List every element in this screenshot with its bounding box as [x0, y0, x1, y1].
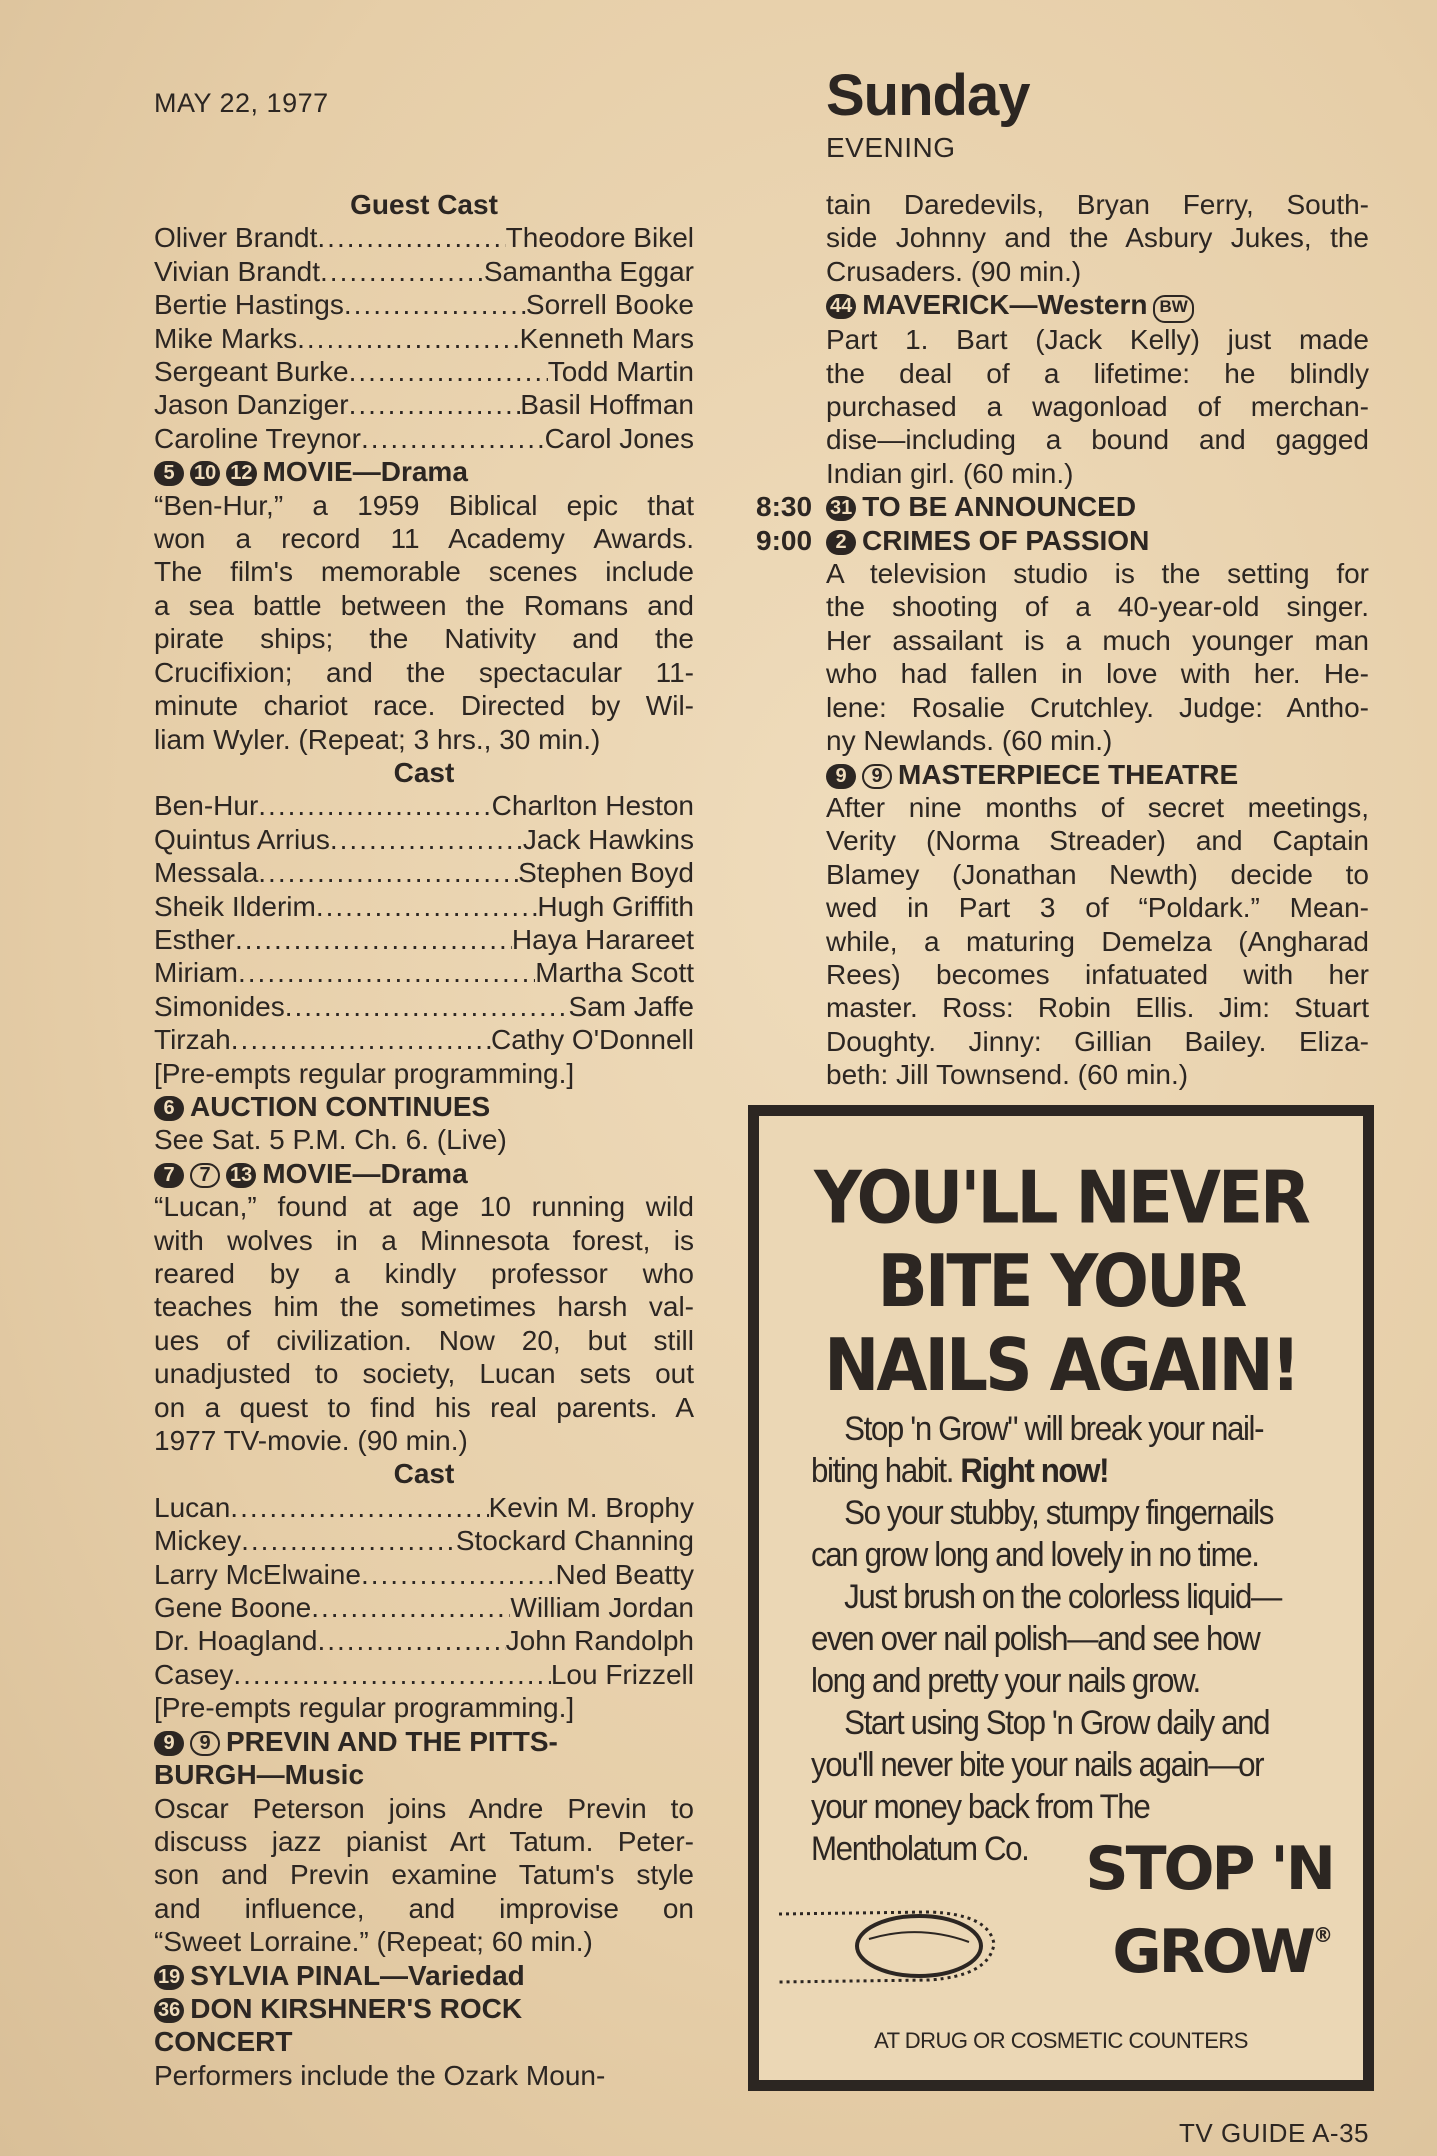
leader-dots — [230, 1491, 488, 1524]
time-slot: 9:00 — [756, 524, 813, 556]
text-line: teaches him the sometimes harsh val- — [154, 1291, 694, 1323]
text-line: unadjusted to society, Lucan sets out — [154, 1358, 694, 1390]
preempt-note: [Pre-empts regular programming.] — [154, 1692, 575, 1724]
cast-actor: Basil Hoffman — [520, 389, 694, 421]
cast-row — [154, 288, 694, 321]
leader-dots — [349, 388, 521, 421]
ad-emphasis: Right now! — [960, 1452, 1109, 1490]
listing-kirshner — [154, 1992, 694, 2025]
cast-role: Mike Marks — [154, 322, 298, 354]
listing-description — [826, 323, 1369, 490]
channel-badge: 10 — [190, 461, 220, 486]
listing-maverick — [826, 288, 1369, 323]
cast-row — [154, 923, 694, 956]
cast-actor: Jack Hawkins — [522, 823, 694, 855]
text-line: Blamey (Jonathan Newth) decide to — [826, 858, 1369, 890]
registered-mark: ® — [1313, 1923, 1333, 1947]
advertisement-stop-n-grow — [748, 1105, 1374, 2091]
ad-footer: AT DRUG OR COSMETIC COUNTERS — [874, 2028, 1248, 2053]
text-line: After nine months of secret meetings, — [826, 791, 1369, 823]
cast-role: Oliver Brandt — [154, 222, 318, 254]
text-line: Her assailant is a much younger man — [826, 624, 1369, 656]
logo-line: STOP 'N — [1085, 1834, 1333, 1904]
channel-badge: 36 — [154, 1998, 184, 2023]
day-heading: Sunday — [826, 63, 1030, 128]
bw-badge: BW — [1153, 295, 1193, 323]
channel-badge: 2 — [826, 530, 856, 555]
cast-row — [154, 1558, 694, 1591]
listing-movie-benhur — [154, 455, 694, 488]
cast-role: Sheik Ilderim — [154, 890, 316, 922]
cast-title: Cast — [393, 1458, 455, 1490]
logo-word: GROW — [1112, 1917, 1313, 1987]
cast-row — [154, 890, 694, 923]
channel-badge: 7 — [154, 1163, 184, 1188]
listing-auction — [154, 1090, 694, 1123]
listing-title: DON KIRSHNER'S ROCK — [190, 1992, 523, 2024]
cast-row — [154, 322, 694, 355]
channel-badge: 6 — [154, 1096, 184, 1121]
cast-row — [154, 956, 694, 989]
cast-row — [154, 1624, 694, 1657]
leader-dots — [238, 956, 535, 989]
listing-movie-lucan — [154, 1157, 694, 1190]
leader-dots — [317, 1624, 505, 1657]
text-line: ny Newlands. (60 min.) — [826, 725, 1113, 757]
text-line: Crucifixion; and the spectacular 11- — [154, 656, 694, 688]
daypart-label: EVENING — [826, 132, 956, 163]
ad-headline-line: YOU'LL NEVER — [814, 1155, 1308, 1241]
cast-actor: Ned Beatty — [555, 1558, 694, 1590]
cast-row — [154, 789, 694, 822]
cast-actor: Cathy O'Donnell — [491, 1024, 694, 1056]
cast-row — [154, 1524, 694, 1557]
cast-role: Miriam — [154, 957, 238, 989]
listing-title: MOVIE—Drama — [262, 456, 468, 488]
text-line: The film's memorable scenes include — [154, 556, 694, 588]
text-line: and influence, and improvise on — [154, 1892, 694, 1924]
cast-actor: Haya Harareet — [511, 923, 694, 955]
cast-list — [154, 789, 694, 1056]
cast-role: Mickey — [154, 1525, 242, 1557]
cast-row — [154, 1023, 694, 1056]
cast-role: Jason Danziger — [154, 389, 349, 421]
leader-dots — [361, 422, 545, 455]
cast-row — [154, 1491, 694, 1524]
text-line: 1977 TV-movie. (90 min.) — [154, 1425, 468, 1457]
listing-title: CRIMES OF PASSION — [862, 524, 1150, 556]
text-line: liam Wyler. (Repeat; 3 hrs., 30 min.) — [154, 723, 601, 755]
listing-title: SYLVIA PINAL—Variedad — [190, 1959, 525, 1991]
listing-title: MAVERICK—Western — [862, 289, 1148, 321]
text-line: with wolves in a Minnesota forest, is — [154, 1224, 694, 1256]
text-line: Part 1. Bart (Jack Kelly) just made — [826, 324, 1369, 356]
cast-role: Caroline Treynor — [154, 422, 361, 454]
text-line: beth: Jill Townsend. (60 min.) — [826, 1059, 1189, 1091]
channel-badge: 7 — [190, 1163, 220, 1188]
guest-cast-title: Guest Cast — [350, 189, 498, 220]
guest-cast-list — [154, 221, 694, 455]
text-line: discuss jazz pianist Art Tatum. Peter- — [154, 1825, 694, 1857]
cast-row — [154, 255, 694, 288]
cast-row — [154, 1591, 694, 1624]
text-line: “Sweet Lorraine.” (Repeat; 60 min.) — [154, 1926, 593, 1958]
listing-title: MOVIE—Drama — [262, 1157, 468, 1189]
cast-role: Esther — [154, 923, 235, 955]
listing-description — [826, 791, 1369, 1092]
listing-crimes — [756, 524, 1369, 557]
right-column — [756, 188, 1369, 1092]
text-line: ues of civilization. Now 20, but still — [154, 1324, 694, 1356]
cast-actor: Sam Jaffe — [568, 990, 694, 1022]
cast-actor: Charlton Heston — [491, 790, 694, 822]
fingernail-illustration — [779, 1884, 1029, 1994]
channel-badge: 9 — [190, 1731, 220, 1756]
channel-badge: 9 — [154, 1731, 184, 1756]
dateline: MAY 22, 1977 — [154, 88, 329, 118]
channel-badge: 31 — [826, 496, 856, 521]
channel-badge: 9 — [862, 764, 892, 789]
cast-actor: Kevin M. Brophy — [488, 1491, 694, 1523]
leader-dots — [258, 789, 491, 822]
leader-dots — [231, 1023, 491, 1056]
listing-description — [154, 489, 694, 756]
ad-headline-line: BITE YOUR — [877, 1239, 1245, 1324]
cast-row — [154, 221, 694, 254]
listing-description-cont — [826, 188, 1369, 288]
leader-dots — [241, 1524, 456, 1557]
leader-dots — [361, 1558, 556, 1591]
cast-role: Dr. Hoagland — [154, 1625, 318, 1657]
channel-badge: 12 — [226, 461, 256, 486]
cast-row — [154, 990, 694, 1023]
listing-title-cont: BURGH—Music — [154, 1759, 365, 1791]
listing-title: TO BE ANNOUNCED — [862, 491, 1137, 523]
text-line: tain Daredevils, Bryan Ferry, South- — [826, 189, 1369, 220]
listing-previn — [154, 1725, 694, 1758]
cast-row — [154, 355, 694, 388]
text-line: “Lucan,” found at age 10 running wild — [154, 1191, 694, 1223]
text-line: the shooting of a 40-year-old singer. — [826, 591, 1369, 623]
text-line: reared by a kindly professor who — [154, 1258, 694, 1289]
leader-dots — [311, 1591, 510, 1624]
page-folio: TV GUIDE A-35 — [1179, 2118, 1369, 2148]
cast-role: Larry McElwaine — [154, 1558, 361, 1590]
text-line: while, a maturing Demelza (Angharad — [826, 925, 1369, 957]
cast-actor: Martha Scott — [535, 957, 694, 989]
text-line: Oscar Peterson joins Andre Previn to — [154, 1792, 694, 1824]
cast-actor: Stephen Boyd — [518, 857, 694, 889]
cast-actor: Carol Jones — [544, 422, 694, 454]
preempt-note: [Pre-empts regular programming.] — [154, 1057, 575, 1089]
listing-title: PREVIN AND THE PITTS- — [226, 1725, 558, 1757]
text-line: the deal of a lifetime: he blindly — [826, 357, 1369, 389]
cast-actor: Kenneth Mars — [519, 322, 694, 354]
text-line: purchased a wagonload of merchan- — [826, 391, 1369, 423]
text-line: Doughty. Jinny: Gillian Bailey. Eliza- — [826, 1025, 1369, 1057]
listing-description — [154, 2059, 694, 2092]
leader-dots — [316, 890, 537, 923]
text-line: son and Previn examine Tatum's style — [154, 1859, 694, 1891]
ad-headline — [759, 1157, 1363, 1408]
cast-actor: Lou Frizzell — [550, 1658, 694, 1690]
channel-badge: 13 — [226, 1163, 256, 1188]
text-line: A television studio is the setting for — [826, 558, 1369, 590]
cast-role: Messala — [154, 857, 259, 889]
cast-actor: Stockard Channing — [455, 1525, 694, 1557]
text-line: who had fallen in love with her. He- — [826, 658, 1369, 690]
text-line: Crusaders. (90 min.) — [826, 255, 1082, 287]
cast-row — [154, 823, 694, 856]
listing-sylvia — [154, 1959, 694, 1992]
time-slot: 8:30 — [756, 491, 813, 523]
listing-title: MASTERPIECE THEATRE — [898, 758, 1239, 790]
listing-description: See Sat. 5 P.M. Ch. 6. (Live) — [154, 1124, 507, 1156]
text-line: Rees) becomes infatuated with her — [826, 958, 1369, 990]
leader-dots — [349, 355, 548, 388]
leader-dots — [344, 288, 526, 321]
channel-badge: 5 — [154, 461, 184, 486]
ad-paragraph: So your stubby, stumpy fingernails can grow long and lovely in no time. — [811, 1494, 1273, 1574]
cast-role: Quintus Arrius — [154, 823, 330, 855]
leader-dots — [233, 1658, 550, 1691]
text-line: won a record 11 Academy Awards. — [154, 523, 694, 555]
cast-actor: Hugh Griffith — [537, 890, 694, 922]
cast-actor: William Jordan — [510, 1592, 694, 1624]
cast-actor: Todd Martin — [547, 356, 694, 388]
channel-badge: 19 — [154, 1965, 184, 1990]
cast-role: Tirzah — [154, 1024, 231, 1056]
cast-role: Vivian Brandt — [154, 255, 321, 287]
listing-description — [154, 1792, 694, 1959]
logo-line — [1085, 1902, 1333, 1985]
leader-dots — [320, 255, 484, 288]
text-line: a sea battle between the Romans and — [154, 589, 694, 621]
listing-description — [826, 557, 1369, 757]
cast-role: Sergeant Burke — [154, 356, 349, 388]
cast-row — [154, 388, 694, 421]
text-line: minute chariot race. Directed by Wil- — [154, 690, 694, 722]
listing-title-cont: CONCERT — [154, 2026, 293, 2058]
text-line: master. Ross: Robin Ellis. Jim: Stuart — [826, 992, 1369, 1024]
ad-text: Stop 'n Grow" will break your nail-biting habit. — [811, 1410, 1264, 1490]
listing-tba — [756, 490, 1369, 523]
leader-dots — [297, 322, 520, 355]
ad-paragraph: Start using Stop 'n Grow daily and you'll never bite your nails again—or your money back from The Mentholatum Co. — [811, 1704, 1270, 1868]
leader-dots — [330, 823, 523, 856]
text-line: Indian girl. (60 min.) — [826, 457, 1074, 489]
text-line: side Johnny and the Asbury Jukes, the — [826, 222, 1369, 254]
text-line: “Ben-Hur,” a 1959 Biblical epic that — [154, 489, 694, 521]
cast-role: Gene Boone — [154, 1592, 312, 1624]
leader-dots — [317, 221, 505, 254]
cast-list — [154, 1491, 694, 1691]
cast-role: Ben-Hur — [154, 790, 259, 822]
cast-role: Bertie Hastings — [154, 289, 344, 321]
leader-dots — [285, 990, 569, 1023]
ad-paragraph — [811, 1408, 1308, 1492]
cast-actor: Samantha Eggar — [483, 255, 694, 287]
listing-masterpiece — [826, 758, 1369, 791]
ad-body-copy — [811, 1408, 1308, 1870]
cast-role: Casey — [154, 1658, 234, 1690]
channel-badge: 44 — [826, 294, 856, 319]
leader-dots — [258, 856, 518, 889]
channel-badge: 9 — [826, 764, 856, 789]
listing-description — [154, 1190, 694, 1457]
cast-row — [154, 856, 694, 889]
ad-logo — [1085, 1836, 1333, 1985]
text-line: pirate ships; the Nativity and the — [154, 623, 694, 655]
cast-role: Simonides — [154, 990, 285, 1022]
leader-dots — [235, 923, 512, 956]
cast-role: Lucan — [154, 1491, 231, 1523]
text-line: Verity (Norma Streader) and Captain — [826, 825, 1369, 857]
cast-actor: John Randolph — [505, 1625, 694, 1657]
ad-headline-line: NAILS AGAIN! — [824, 1322, 1298, 1408]
ad-paragraph: Just brush on the colorless liquid—even over nail polish—and see how long and pretty your nails grow. — [811, 1578, 1281, 1700]
text-line: dise—including a bound and gagged — [826, 424, 1369, 456]
cast-row — [154, 1658, 694, 1691]
cast-row — [154, 422, 694, 455]
text-line: on a quest to find his real parents. A — [154, 1391, 694, 1423]
text-line: Performers include the Ozark Moun- — [154, 2059, 606, 2091]
left-column — [154, 188, 694, 2092]
cast-actor: Sorrell Booke — [525, 289, 694, 321]
listing-title: AUCTION CONTINUES — [190, 1090, 491, 1122]
cast-title: Cast — [393, 756, 455, 788]
cast-actor: Theodore Bikel — [505, 222, 694, 254]
text-line: lene: Rosalie Crutchley. Judge: Antho- — [826, 691, 1369, 723]
text-line: wed in Part 3 of “Poldark.” Mean- — [826, 892, 1369, 924]
